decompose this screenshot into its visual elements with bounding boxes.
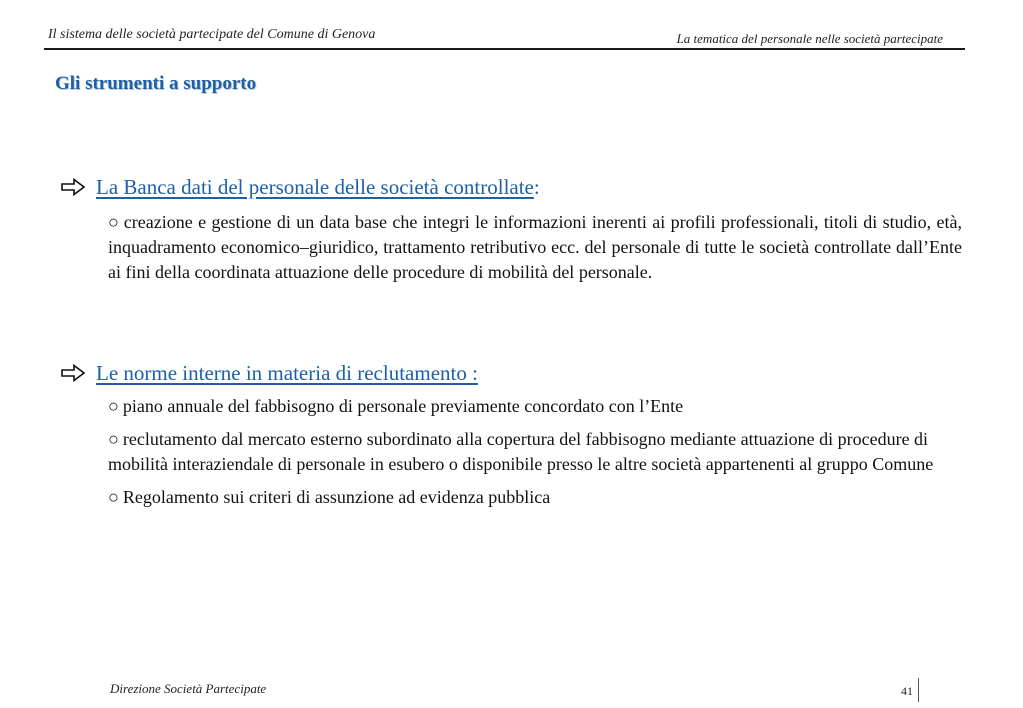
list-item-text: creazione e gestione di un data base che integri le informazioni inerenti ai profili professionali, titoli di studio, età, inquadramento economico–giuridico, trattamento retributivo ecc. del personale di tutte le società controllate dall’Ente ai fini della coordinata attuazione delle procedure di mobilità del personale. bbox=[108, 212, 963, 282]
circle-bullet-icon: ○ bbox=[108, 487, 119, 507]
section-heading-suffix: : bbox=[533, 174, 540, 199]
section-heading-text: Le norme interne in materia di reclutamento : bbox=[96, 360, 478, 385]
list-item-text: piano annuale del fabbisogno di personale previamente concordato con l’Ente bbox=[122, 396, 684, 416]
footer-text: Direzione Società Partecipate bbox=[110, 681, 267, 696]
section-heading-text: La Banca dati del personale delle società controllate bbox=[96, 174, 534, 199]
list-item bbox=[108, 427, 962, 477]
list-item-text: Regolamento sui criteri di assunzione ad evidenza pubblica bbox=[122, 487, 551, 507]
header-divider bbox=[44, 48, 965, 50]
list-item-text: reclutamento dal mercato esterno subordinato alla copertura del fabbisogno mediante attuazione di procedure di mobilità interaziendale di personale in esubero o disponibile presso le altre società appartenenti al gruppo Comune bbox=[108, 429, 934, 474]
circle-bullet-icon: ○ bbox=[108, 429, 119, 449]
list-item bbox=[108, 485, 962, 510]
circle-bullet-icon: ○ bbox=[108, 212, 120, 232]
section-heading bbox=[60, 358, 962, 388]
page-number-divider bbox=[918, 678, 919, 702]
circle-bullet-icon: ○ bbox=[108, 396, 119, 416]
section-banca-dati bbox=[60, 172, 962, 285]
list-item bbox=[108, 210, 962, 285]
outline-right-arrow-icon bbox=[60, 364, 86, 382]
header-right-title: La tematica del personale nelle società partecipate bbox=[676, 31, 943, 46]
list-item bbox=[108, 394, 962, 419]
section-norme-interne bbox=[60, 358, 962, 510]
outline-right-arrow-icon bbox=[60, 178, 86, 196]
header-left-title: Il sistema delle società partecipate del Comune di Genova bbox=[48, 27, 376, 42]
section-heading bbox=[60, 172, 962, 202]
slide-title: Gli strumenti a supporto bbox=[55, 73, 257, 94]
page-number: 41 bbox=[901, 684, 913, 698]
